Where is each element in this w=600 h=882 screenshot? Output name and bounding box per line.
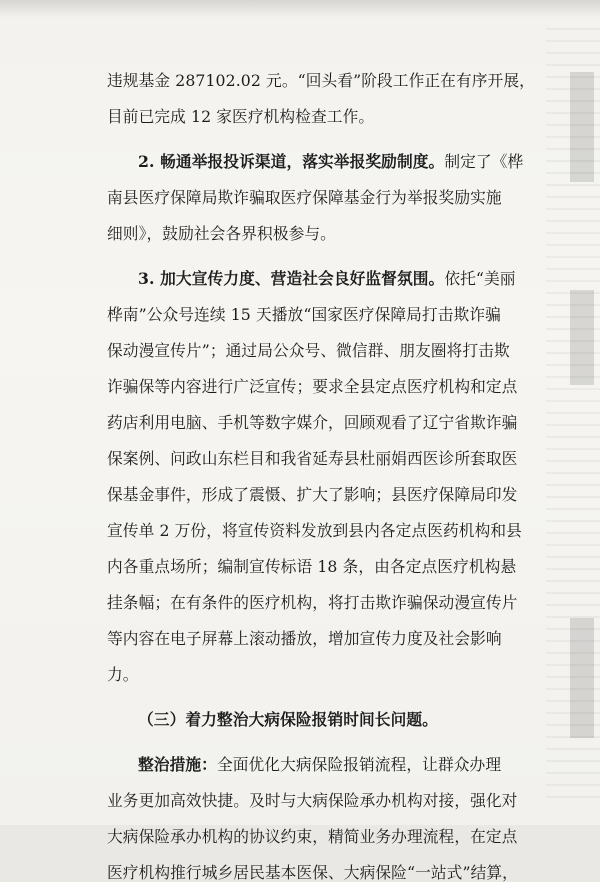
section-3-line-3 [107, 342, 510, 360]
measures-label: 整治措施： [138, 755, 217, 774]
line-text: 保案例、问政山东栏目和我省延寿县杜丽娟西医诊所套取医 [107, 449, 518, 468]
line-text: 保基金事件，形成了震慑、扩大了影响；县医疗保障局印发 [107, 485, 518, 504]
section-2-line-1 [138, 153, 523, 171]
section-2-line-3 [107, 225, 336, 243]
measures-line-3 [107, 828, 517, 846]
line-text: 细则》，鼓励社会各界积极参与。 [107, 224, 336, 243]
paragraph-line-2 [107, 108, 374, 126]
line-text: 保动漫宣传片”；通过局公众号、微信群、朋友圈将打击欺 [107, 341, 510, 360]
line-text: 违规基金 287102.02 元。“回头看”阶段工作正在有序开展， [107, 71, 535, 90]
section-2-heading: 2. 畅通举报投诉渠道，落实举报奖励制度。 [138, 152, 445, 171]
line-text: 内各重点场所；编制宣传标语 18 条，由各定点医疗机构悬 [107, 557, 517, 576]
section-3-line-5 [107, 414, 517, 432]
line-text: 诈骗保等内容进行广泛宣传；要求全县定点医疗机构和定点 [107, 377, 518, 396]
scan-bleed-block-middle [570, 290, 594, 385]
line-text: 目前已完成 12 家医疗机构检查工作。 [107, 107, 375, 126]
line-text: 全面优化大病保险报销流程，让群众办理 [216, 755, 502, 774]
subsection-heading-text: （三）着力整治大病保险报销时间长问题。 [138, 710, 438, 729]
section-3-line-2 [107, 306, 501, 324]
line-text: 挂条幅；在有条件的医疗机构，将打击欺诈骗保动漫宣传片 [107, 593, 518, 612]
section-3-line-1 [138, 270, 516, 288]
section-3-line-9 [107, 558, 516, 576]
subsection-heading-3 [138, 711, 438, 729]
line-text: 力。 [107, 665, 139, 684]
line-text: 制定了《桦 [444, 152, 524, 171]
line-text: 等内容在电子屏幕上滚动播放，增加宣传力度及社会影响 [107, 629, 502, 648]
line-text: 南县医疗保障局欺诈骗取医疗保障基金行为举报奖励实施 [107, 188, 502, 207]
section-3-line-8 [107, 522, 522, 540]
section-3-heading: 3. 加大宣传力度、营造社会良好监督氛围。 [138, 269, 445, 288]
section-3-line-10 [107, 594, 517, 612]
line-text: 宣传单 2 万份，将宣传资料发放到县内各定点医药机构和县 [107, 521, 522, 540]
paragraph-line-1 [107, 72, 535, 90]
scan-top-edge [0, 0, 600, 18]
line-text: 医疗机构推行城乡居民基本医保、大病保险“一站式”结算， [107, 863, 518, 882]
line-text: 药店利用电脑、手机等数字媒介，回顾观看了辽宁省欺诈骗 [107, 413, 518, 432]
section-3-line-7 [107, 486, 517, 504]
scan-bleed-block-top [570, 72, 594, 182]
section-2-line-2 [107, 189, 502, 207]
section-3-line-11 [107, 630, 502, 648]
measures-line-2 [107, 792, 517, 810]
section-3-line-6 [107, 450, 517, 468]
scan-bleed-block-bottom [570, 618, 594, 738]
section-3-line-4 [107, 378, 517, 396]
line-text: 大病保险承办机构的协议约束，精简业务办理流程，在定点 [107, 827, 518, 846]
measures-line-4 [107, 864, 518, 882]
section-3-line-12 [107, 666, 139, 684]
line-text: 依托“美丽 [444, 269, 516, 288]
line-text: 桦南”公众号连续 15 天播放“国家医疗保障局打击欺诈骗 [107, 305, 501, 324]
line-text: 业务更加高效快捷。及时与大病保险承办机构对接，强化对 [107, 791, 518, 810]
measures-line-1 [138, 756, 501, 774]
